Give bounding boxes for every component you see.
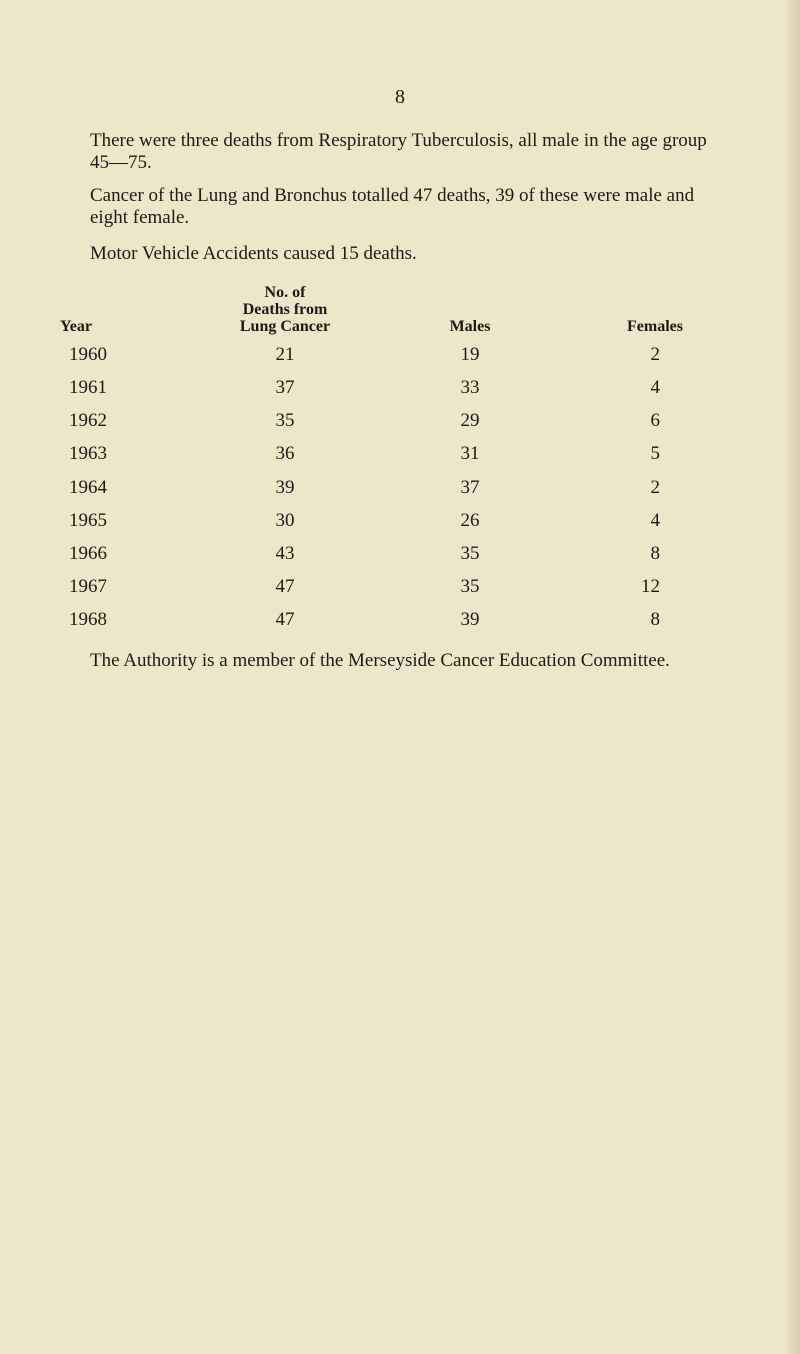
cell-total: 30 bbox=[275, 510, 295, 531]
cell-year: 1967 bbox=[69, 576, 107, 597]
paragraph-tuberculosis: There were three deaths from Respiratory Tuberculosis, all male in the age group 45—75. bbox=[90, 130, 707, 173]
cell-females: 8 bbox=[650, 609, 660, 630]
paragraph-authority-text: The Authority is a member of the Merseyside Cancer Education Committee. bbox=[90, 650, 670, 671]
cell-year: 1964 bbox=[69, 477, 107, 498]
cell-males: 35 bbox=[460, 543, 480, 564]
cell-males: 39 bbox=[460, 609, 480, 630]
header-total-line1: No. of bbox=[264, 284, 306, 301]
cell-females: 5 bbox=[650, 443, 660, 464]
cell-total: 39 bbox=[275, 477, 295, 498]
cell-males: 37 bbox=[460, 477, 480, 498]
cell-total: 36 bbox=[275, 443, 295, 464]
cell-year: 1962 bbox=[69, 410, 107, 431]
cell-total: 47 bbox=[275, 609, 295, 630]
cell-total: 43 bbox=[275, 543, 295, 564]
cell-females: 2 bbox=[650, 477, 660, 498]
cell-females: 2 bbox=[650, 344, 660, 365]
cell-males: 31 bbox=[460, 443, 480, 464]
cell-year: 1963 bbox=[69, 443, 107, 464]
cell-males: 19 bbox=[460, 344, 480, 365]
cell-females: 6 bbox=[650, 410, 660, 431]
cell-year: 1961 bbox=[69, 377, 107, 398]
paragraph-authority bbox=[90, 650, 770, 672]
page-edge bbox=[788, 0, 800, 1354]
cell-females: 4 bbox=[650, 510, 660, 531]
paragraph-motor-accidents: Motor Vehicle Accidents caused 15 deaths. bbox=[90, 243, 417, 264]
cell-males: 26 bbox=[460, 510, 480, 531]
cell-males: 29 bbox=[460, 410, 480, 431]
cell-year: 1960 bbox=[69, 344, 107, 365]
cell-total: 35 bbox=[275, 410, 295, 431]
header-total-line3: Lung Cancer bbox=[239, 318, 331, 335]
cell-total: 47 bbox=[275, 576, 295, 597]
cell-females: 4 bbox=[650, 377, 660, 398]
cell-females: 12 bbox=[641, 576, 660, 597]
cell-males: 35 bbox=[460, 576, 480, 597]
page-number: 8 bbox=[395, 86, 405, 108]
cell-year: 1966 bbox=[69, 543, 107, 564]
paragraph-lung-cancer: Cancer of the Lung and Bronchus totalled 47 deaths, 39 of these were male and eight female. bbox=[90, 185, 695, 228]
header-males: Males bbox=[449, 318, 491, 335]
cell-females: 8 bbox=[650, 543, 660, 564]
header-females: Females bbox=[627, 318, 683, 335]
header-total-line2: Deaths from bbox=[242, 301, 328, 318]
header-year: Year bbox=[60, 318, 92, 335]
cell-total: 21 bbox=[275, 344, 295, 365]
cell-total: 37 bbox=[275, 377, 295, 398]
cell-year: 1965 bbox=[69, 510, 107, 531]
cell-year: 1968 bbox=[69, 609, 107, 630]
cell-males: 33 bbox=[460, 377, 480, 398]
